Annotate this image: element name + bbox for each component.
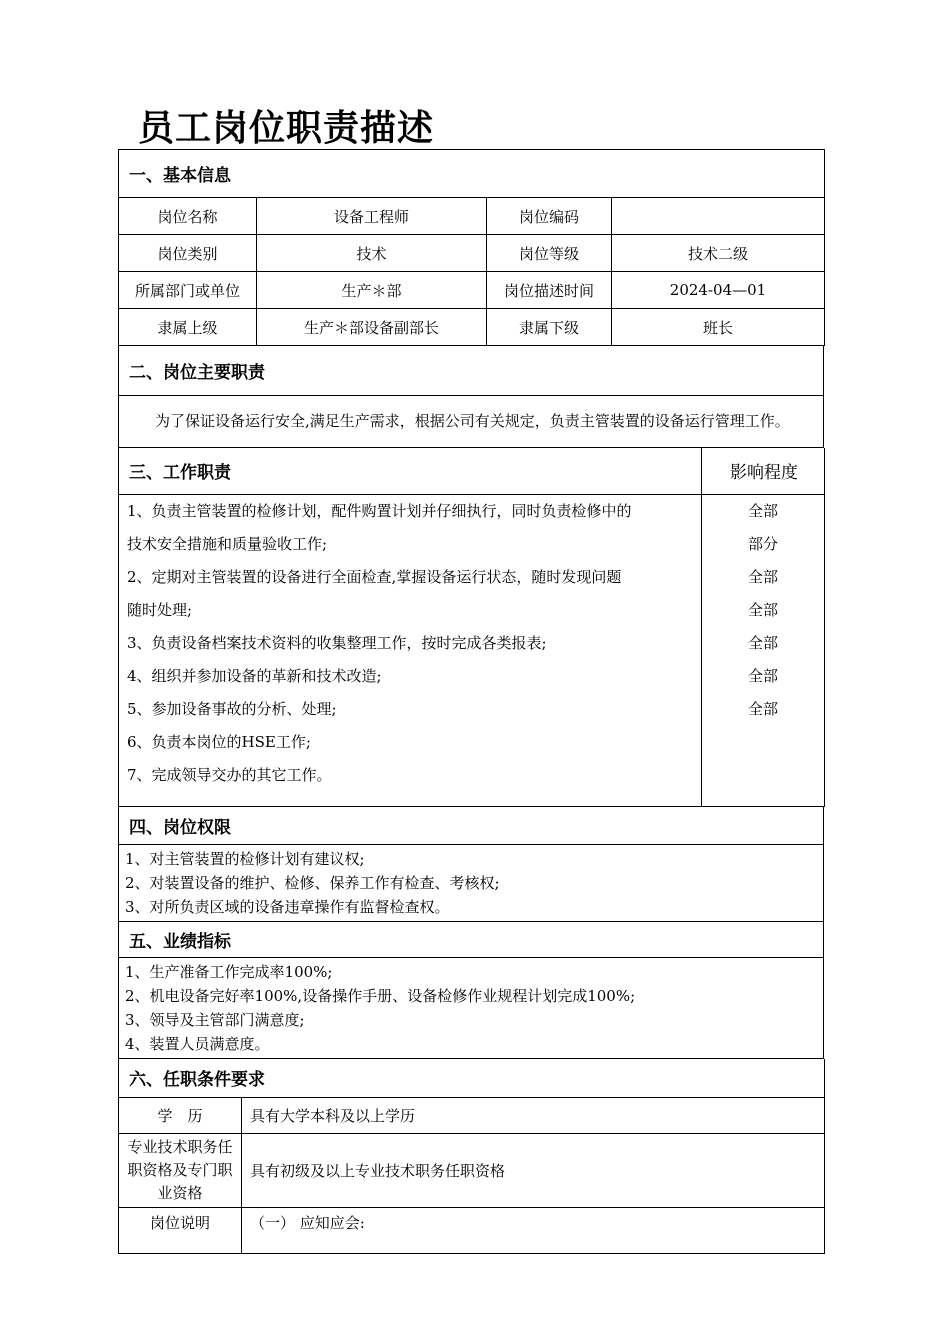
field-value: 班长 [612, 309, 825, 346]
field-label: 隶属下级 [487, 309, 612, 346]
main-duty-table [118, 346, 824, 448]
field-label: 岗位等级 [487, 235, 612, 272]
impact-heading: 影响程度 [702, 448, 825, 495]
field-value: 具有初级及以上专业技术职务任职资格 [242, 1133, 825, 1207]
table-row [119, 198, 825, 235]
field-label: 岗位编码 [487, 198, 612, 235]
table-row [119, 235, 825, 272]
field-label: 岗位说明 [119, 1207, 242, 1253]
field-value: 具有大学本科及以上学历 [242, 1097, 825, 1133]
list-item: 5、参加设备事故的分析、处理; [127, 700, 337, 718]
section-heading-duties: 三、工作职责 [119, 448, 702, 495]
field-label: 隶属上级 [119, 309, 257, 346]
list-item: 随时处理; [127, 601, 193, 619]
table-row [119, 309, 825, 346]
list-item: 1、生产准备工作完成率100%; [125, 963, 333, 981]
impact-value: 全部 [747, 634, 778, 652]
field-label: 岗位描述时间 [487, 272, 612, 309]
section-heading-basic: 一、基本信息 [119, 150, 825, 198]
list-item: 3、对所负责区域的设备违章操作有监督检查权。 [125, 897, 450, 916]
table-row [119, 1207, 825, 1253]
basic-info-table [118, 149, 825, 346]
section-heading-main-duty: 二、岗位主要职责 [119, 346, 824, 395]
field-value: 生产＊部设备副部长 [257, 309, 487, 346]
field-label: 所属部门或单位 [119, 272, 257, 309]
list-item: 2、对装置设备的维护、检修、保养工作有检查、考核权; [125, 873, 500, 892]
field-value [612, 198, 825, 235]
list-item: 4、装置人员满意度。 [125, 1035, 270, 1053]
list-item: 技术安全措施和质量验收工作; [127, 535, 328, 553]
list-item: 4、组织并参加设备的革新和技术改造; [127, 667, 382, 685]
requirements-table [118, 1059, 825, 1254]
duties-list [119, 495, 702, 807]
impact-value: 全部 [747, 502, 778, 520]
page-title: 员工岗位职责描述 [138, 108, 435, 149]
field-label: 岗位名称 [119, 198, 257, 235]
field-label: 学 历 [119, 1097, 242, 1133]
field-value: （一） 应知应会: [242, 1207, 825, 1253]
field-value: 技术二级 [612, 235, 825, 272]
list-item: 1、对主管装置的检修计划有建议权; [125, 849, 365, 868]
field-label: 岗位类别 [119, 235, 257, 272]
main-duty-text: 为了保证设备运行安全,满足生产需求，根据公司有关规定，负责主管装置的设备运行管理工作。 [119, 395, 824, 447]
impact-value: 全部 [747, 700, 778, 718]
field-value: 生产＊部 [257, 272, 487, 309]
table-row [119, 1097, 825, 1133]
section-heading-authority: 四、岗位权限 [119, 807, 824, 844]
table-row [119, 1133, 825, 1207]
field-label: 专业技术职务任职资格及专门职业资格 [119, 1133, 242, 1207]
impact-list [702, 495, 825, 807]
impact-value: 全部 [747, 601, 778, 619]
list-item: 3、负责设备档案技术资料的收集整理工作，按时完成各类报表; [127, 634, 547, 652]
impact-value: 全部 [747, 667, 778, 685]
list-item: 6、负责本岗位的HSE工作; [127, 733, 311, 751]
duties-table [118, 448, 825, 808]
field-value: 设备工程师 [257, 198, 487, 235]
impact-value: 全部 [747, 568, 778, 586]
section-heading-requirements: 六、任职条件要求 [119, 1059, 825, 1097]
list-item: 1、负责主管装置的检修计划，配件购置计划并仔细执行，同时负责检修中的 [127, 502, 632, 520]
job-description-form [118, 149, 824, 1254]
field-value: 技术 [257, 235, 487, 272]
table-row [119, 272, 825, 309]
list-item: 2、定期对主管装置的设备进行全面检查,掌握设备运行状态，随时发现问题 [127, 568, 622, 586]
field-value: 2024-04—01 [612, 272, 825, 309]
kpi-table [118, 922, 824, 1060]
list-item: 7、完成领导交办的其它工作。 [127, 766, 332, 784]
list-item: 2、机电设备完好率100%,设备操作手册、设备检修作业规程计划完成100%; [125, 987, 636, 1005]
authority-list [119, 844, 824, 921]
section-heading-kpi: 五、业绩指标 [119, 922, 824, 958]
list-item: 3、领导及主管部门满意度; [125, 1011, 305, 1029]
kpi-list [119, 958, 824, 1059]
impact-value: 部分 [747, 535, 778, 553]
authority-table [118, 807, 824, 922]
